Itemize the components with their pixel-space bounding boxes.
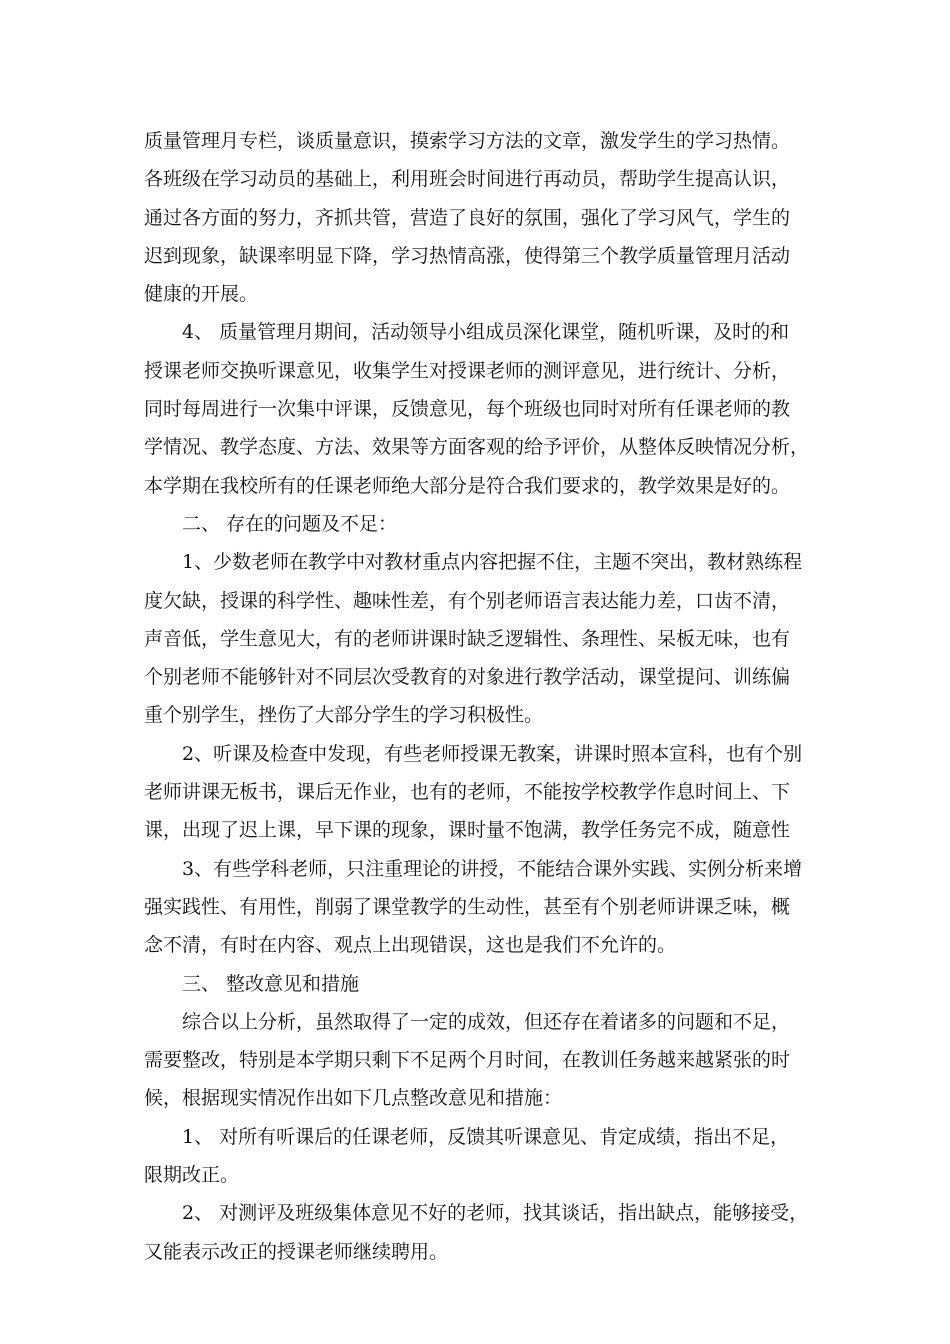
text-line: 同时每周进行一次集中评课，反馈意见，每个班级也同时对所有任课老师的教 [144,398,791,421]
text-line: 通过各方面的努力，齐抓共管，营造了良好的氛围，强化了学习风气，学生的 [144,206,791,229]
text-line: 又能表示改正的授课老师继续聘用。 [144,1240,449,1263]
document-body [144,122,812,1271]
text-line: 候，根据现实情况作出如下几点整改意见和措施： [144,1087,563,1110]
text-line: 限期改正。 [144,1164,240,1187]
text-line: 本学期在我校所有的任课老师绝大部分是符合我们要求的，教学效果是好的。 [144,474,791,497]
text-line: 2、 对测评及班级集体意见不好的老师，找其谈话，指出缺点，能够接受， [182,1202,809,1225]
text-line: 老师讲课无板书，课后无作业，也有的老师，不能按学校教学作息时间上、下 [144,781,791,804]
text-line: 度欠缺，授课的科学性、趣味性差，有个别老师语言表达能力差，口齿不清， [144,589,791,612]
text-line: 1、 对所有听课后的任课老师，反馈其听课意见、肯定成绩，指出不足， [182,1125,790,1148]
text-line: 各班级在学习动员的基础上，利用班会时间进行再动员，帮助学生提高认识， [144,168,791,191]
text-line: 声音低，学生意见大，有的老师讲课时缺乏逻辑性、条理性、呆板无味，也有 [144,627,791,650]
text-line: 课，出现了迟上课，早下课的现象，课时量不饱满，教学任务完不成，随意性 [144,819,791,842]
section-heading: 二、 存在的问题及不足： [182,512,398,535]
text-line: 综合以上分析，虽然取得了一定的成效，但还存在着诸多的问题和不足， [182,1010,791,1033]
text-line: 健康的开展。 [144,283,259,306]
section-heading: 三、 整改意见和措施 [182,972,360,995]
text-line: 4、 质量管理月期间，活动领导小组成员深化课堂，随机听课，及时的和 [182,321,790,344]
text-line: 1、少数老师在教学中对教材重点内容把握不住，主题不突出，教材熟练程 [182,551,803,574]
text-line: 个别老师不能够针对不同层次受教育的对象进行教学活动，课堂提问、训练偏 [144,666,791,689]
text-line: 3、有些学科老师，只注重理论的讲授，不能结合课外实践、实例分析来增 [182,857,803,880]
text-line: 强实践性、有用性，削弱了课堂教学的生动性，甚至有个别老师讲课乏味，概 [144,895,791,918]
text-line: 重个别学生，挫伤了大部分学生的学习积极性。 [144,704,544,727]
text-line: 质量管理月专栏，谈质量意识，摸索学习方法的文章，激发学生的学习热情。 [144,130,791,152]
text-line: 需要整改，特别是本学期只剩下不足两个月时间，在教训任务越来越紧张的时 [144,1049,791,1072]
text-line: 迟到现象，缺课率明显下降，学习热情高涨，使得第三个教学质量管理月活动 [144,244,791,267]
text-line: 授课老师交换听课意见，收集学生对授课老师的测评意见，进行统计、分析， [144,359,791,382]
text-line: 学情况、教学态度、方法、效果等方面客观的给予评价，从整体反映情况分析， [144,436,810,459]
text-line: 念不清，有时在内容、观点上出现错误，这也是我们不允许的。 [144,934,677,957]
text-line: 2、听课及检查中发现，有些老师授课无教案，讲课时照本宣科，也有个别 [182,742,803,765]
